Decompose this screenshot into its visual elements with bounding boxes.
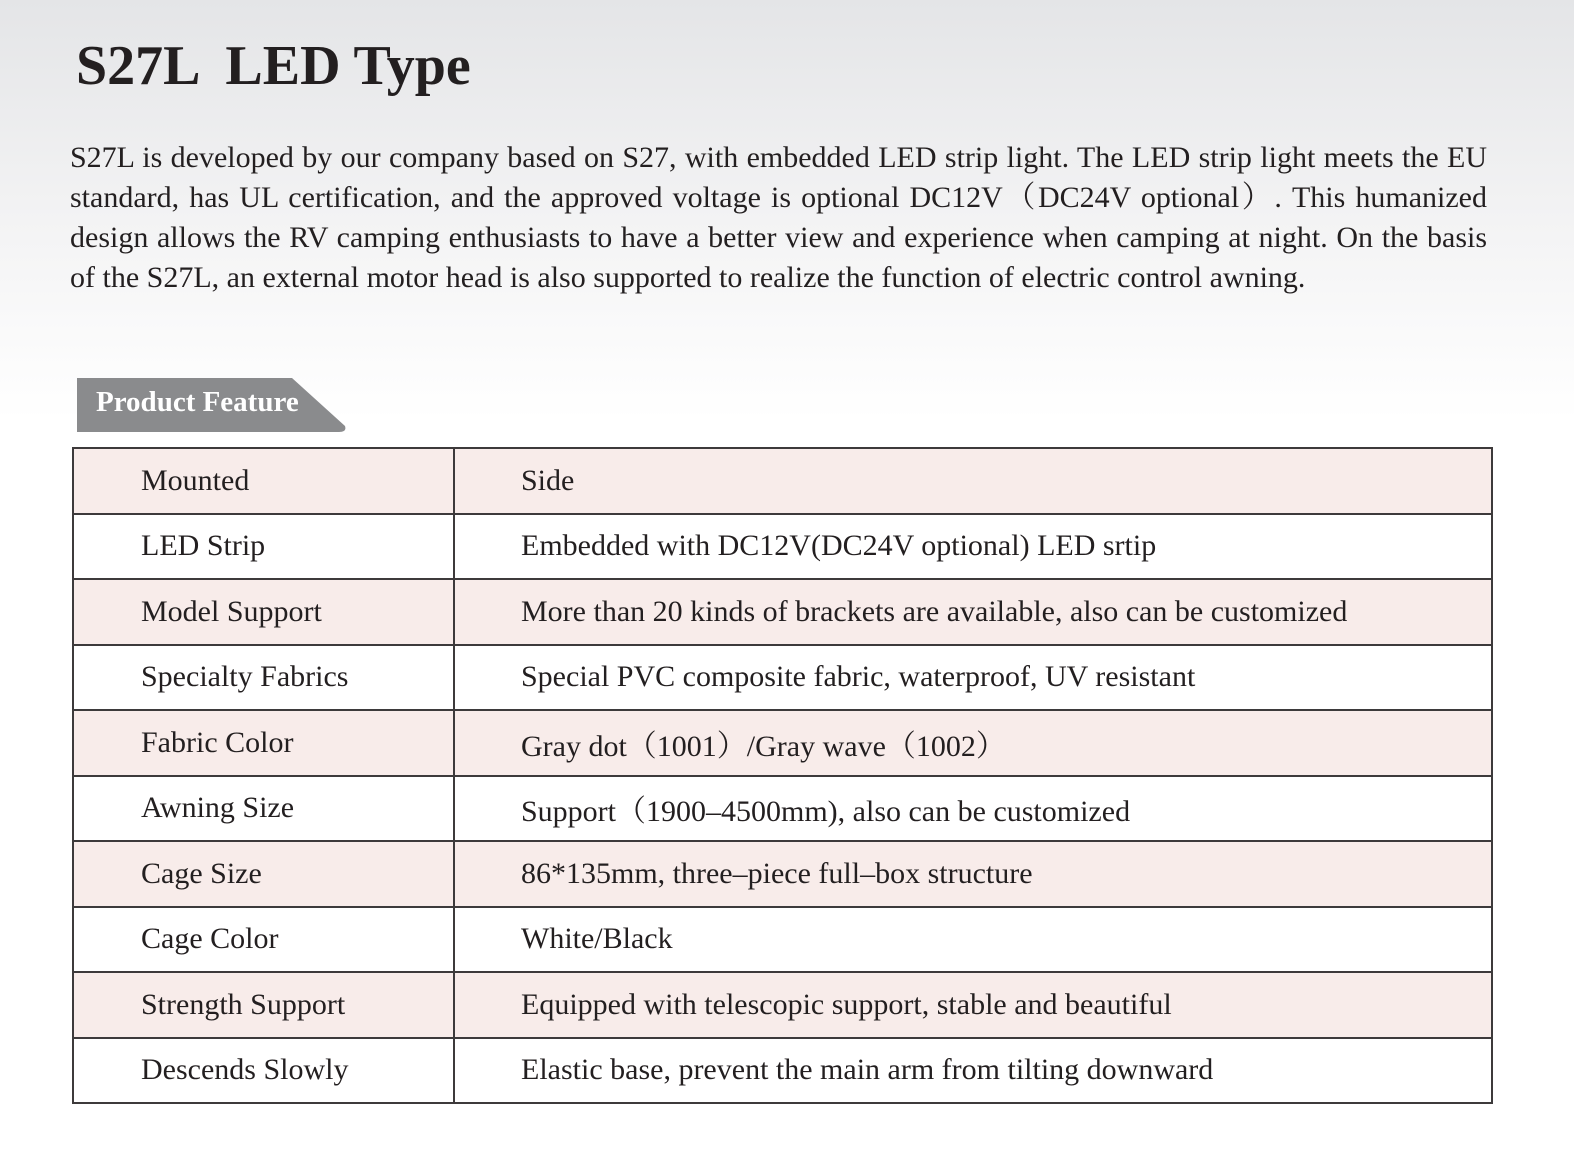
table-row [73, 841, 1492, 907]
section-tab-product-feature [77, 378, 347, 432]
feature-name: Descends Slowly [73, 1038, 454, 1104]
table-row [73, 645, 1492, 711]
feature-name: Cage Color [73, 907, 454, 973]
feature-value: Special PVC composite fabric, waterproof, UV resistant [454, 645, 1492, 711]
table-row [73, 907, 1492, 973]
feature-value: Gray dot（1001）/Gray wave（1002） [454, 710, 1492, 776]
table-row [73, 514, 1492, 580]
feature-value: More than 20 kinds of brackets are available, also can be customized [454, 579, 1492, 645]
feature-value: Side [454, 448, 1492, 514]
feature-value: Elastic base, prevent the main arm from tilting downward [454, 1038, 1492, 1104]
section-tab-label: Product Feature [96, 386, 299, 418]
feature-name: Cage Size [73, 841, 454, 907]
feature-value: Embedded with DC12V(DC24V optional) LED srtip [454, 514, 1492, 580]
table-row [73, 972, 1492, 1038]
feature-name: Model Support [73, 579, 454, 645]
table-row [73, 710, 1492, 776]
feature-value: Support（1900–4500mm), also can be customized [454, 776, 1492, 842]
feature-name: LED Strip [73, 514, 454, 580]
feature-name: Mounted [73, 448, 454, 514]
feature-value: White/Black [454, 907, 1492, 973]
feature-name: Strength Support [73, 972, 454, 1038]
page-title: S27L LED Type [76, 35, 471, 97]
table-row [73, 448, 1492, 514]
feature-value: 86*135mm, three–piece full–box structure [454, 841, 1492, 907]
feature-name: Fabric Color [73, 710, 454, 776]
feature-table [72, 447, 1493, 1104]
feature-name: Specialty Fabrics [73, 645, 454, 711]
feature-value: Equipped with telescopic support, stable and beautiful [454, 972, 1492, 1038]
table-row [73, 1038, 1492, 1104]
feature-name: Awning Size [73, 776, 454, 842]
table-row [73, 579, 1492, 645]
table-row [73, 776, 1492, 842]
intro-paragraph: S27L is developed by our company based on S27, with embedded LED strip light. The LED strip light meets the EU standard, has UL certification, and the approved voltage is optional DC12V（DC24V optional）. This humanized design allows the RV camping enthusiasts to have a better view and experience when camping at night. On the basis of the S27L, an external motor head is also supported to realize the function of electric control awning. [70, 141, 1487, 294]
